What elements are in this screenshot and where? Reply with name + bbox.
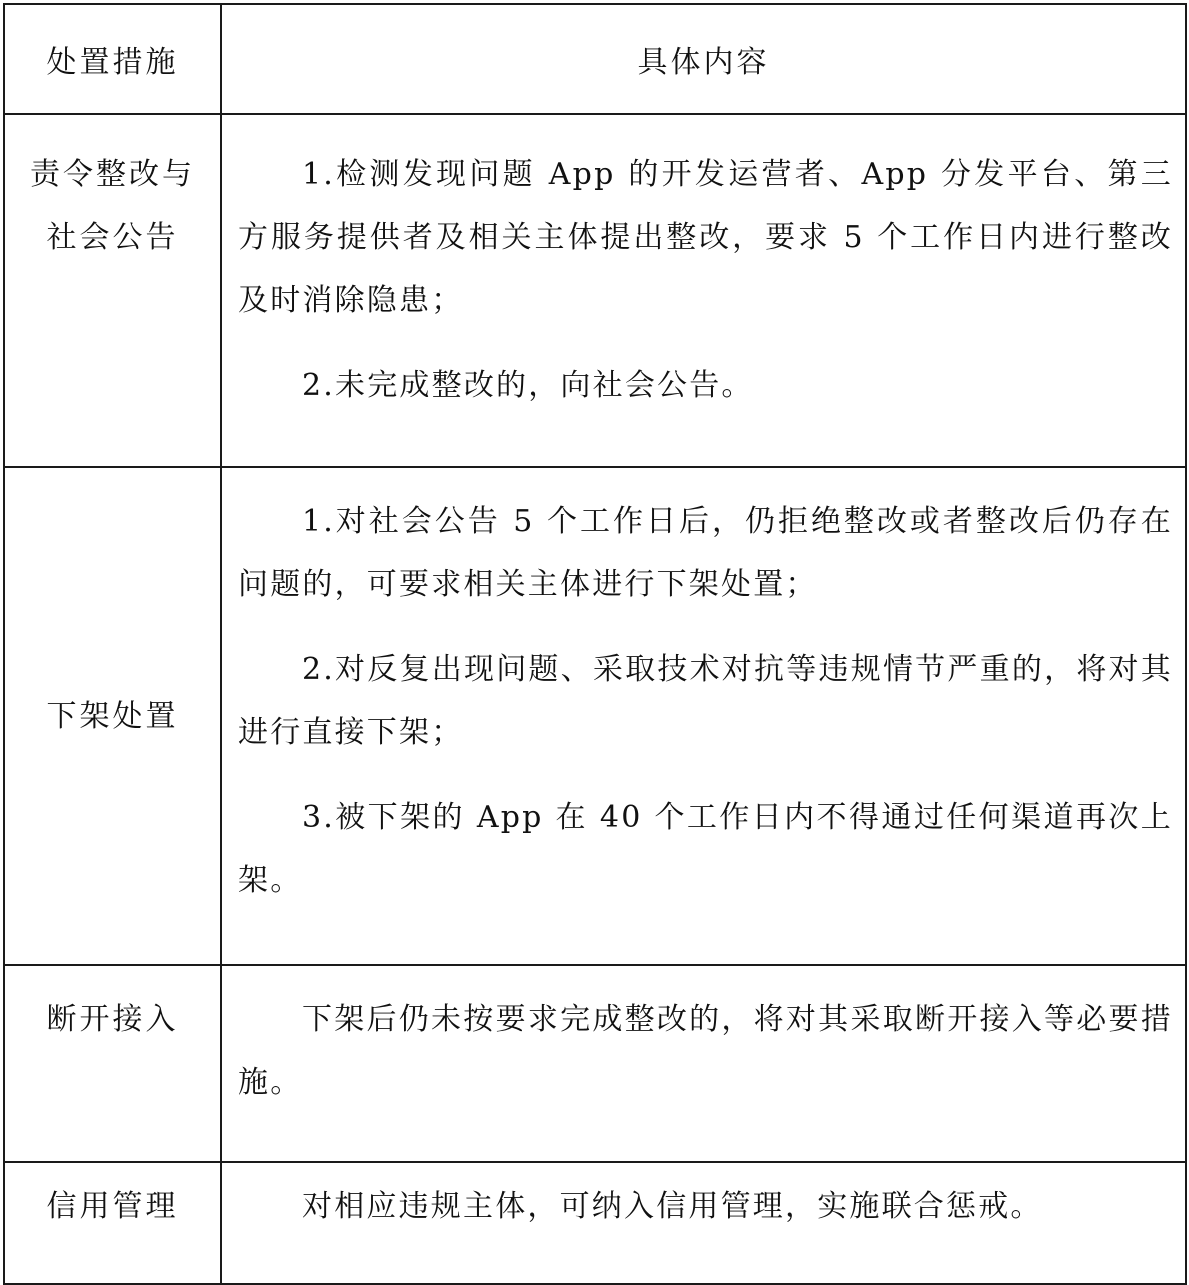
measure-cell	[4, 467, 221, 965]
content-cell	[221, 965, 1186, 1162]
content-paragraph: 1.对社会公告 5 个工作日后，仍拒绝整改或者整改后仍存在问题的，可要求相关主体进行下架处置；	[238, 504, 1173, 602]
content-paragraph: 3.被下架的 App 在 40 个工作日内不得通过任何渠道再次上架。	[238, 800, 1173, 898]
content-paragraph: 下架后仍未按要求完成整改的，将对其采取断开接入等必要措施。	[238, 1002, 1173, 1100]
content-cell	[221, 114, 1186, 467]
measure-label-line: 社会公告	[46, 220, 179, 255]
content-cell	[221, 467, 1186, 965]
content-paragraph: 2.对反复出现问题、采取技术对抗等违规情节严重的，将对其进行直接下架；	[238, 652, 1173, 750]
content-paragraph: 2.未完成整改的，向社会公告。	[302, 368, 754, 403]
table-row	[4, 114, 1186, 467]
content-paragraph: 1.检测发现问题 App 的开发运营者、App 分发平台、第三方服务提供者及相关主体提出整改，要求 5 个工作日内进行整改及时消除隐患；	[238, 157, 1173, 318]
measure-label-line: 信用管理	[46, 1189, 179, 1224]
table-header-row	[4, 4, 1186, 114]
measure-cell	[4, 1162, 221, 1284]
content-paragraph: 对相应违规主体，可纳入信用管理，实施联合惩戒。	[302, 1189, 1043, 1224]
table-row	[4, 1162, 1186, 1284]
header-measure: 处置措施	[4, 4, 221, 114]
content-cell	[221, 1162, 1186, 1284]
measure-label-line: 断开接入	[46, 1002, 179, 1037]
header-content: 具体内容	[221, 4, 1186, 114]
measure-label-line: 下架处置	[46, 698, 179, 734]
measure-label-line: 责令整改与	[30, 157, 195, 192]
disposal-measures-table	[3, 3, 1187, 1285]
table-row	[4, 965, 1186, 1162]
table-row	[4, 467, 1186, 965]
measure-cell	[4, 114, 221, 467]
measure-cell	[4, 965, 221, 1162]
